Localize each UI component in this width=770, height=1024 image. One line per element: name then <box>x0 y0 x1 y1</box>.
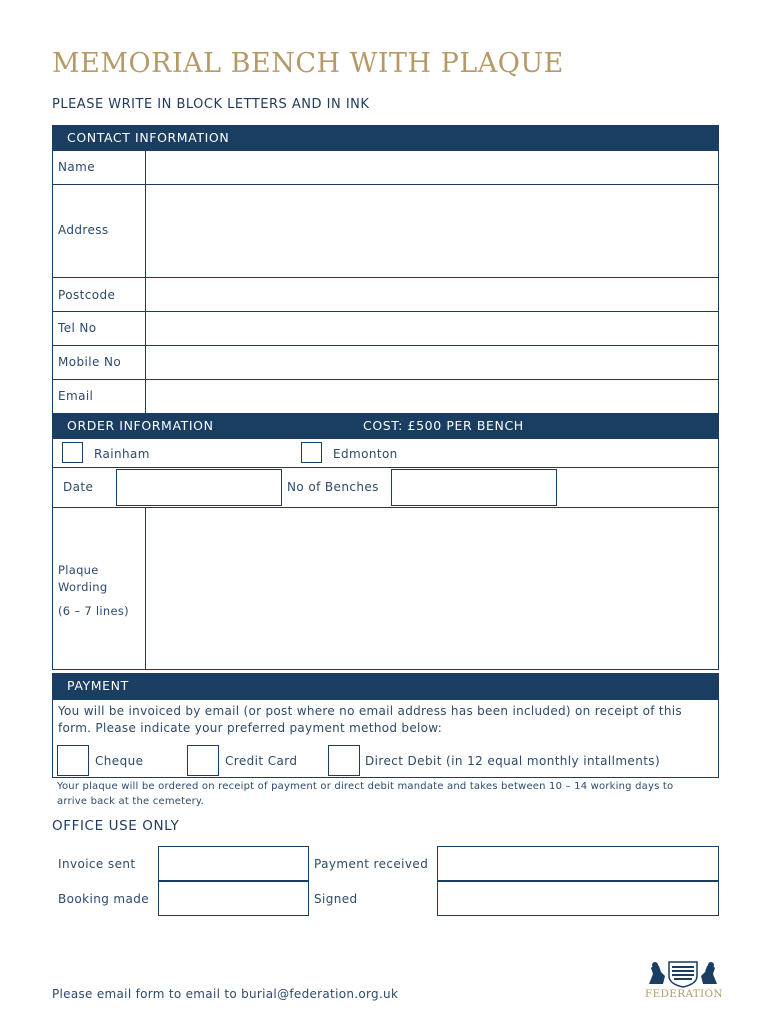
rainham-label: Rainham <box>94 447 150 461</box>
email-field[interactable] <box>146 380 718 413</box>
payment-section-title: PAYMENT <box>67 678 129 693</box>
payment-table-right-border <box>718 700 719 778</box>
rainham-checkbox[interactable] <box>62 442 83 463</box>
edmonton-label: Edmonton <box>333 447 398 461</box>
mobile-field[interactable] <box>146 346 718 379</box>
postcode-label: Postcode <box>58 288 116 302</box>
payment-section-header <box>52 673 719 700</box>
payment-table-bottom-border <box>52 777 719 778</box>
office-use-title: OFFICE USE ONLY <box>52 818 180 834</box>
order-table-bottom-border <box>52 669 719 670</box>
name-field[interactable] <box>146 152 718 184</box>
contact-section-title: CONTACT INFORMATION <box>67 130 230 145</box>
direct-debit-checkbox[interactable] <box>328 745 360 776</box>
invoice-sent-field[interactable] <box>158 846 309 881</box>
benches-field[interactable] <box>391 469 557 506</box>
cheque-checkbox[interactable] <box>57 745 89 776</box>
invoice-sent-label: Invoice sent <box>58 857 136 871</box>
tel-field[interactable] <box>146 312 718 345</box>
order-table-right-border <box>718 439 719 670</box>
direct-debit-label: Direct Debit (in 12 equal monthly intallments) <box>365 754 661 768</box>
federation-logo-text: FEDERATION <box>645 988 723 1000</box>
order-row-divider <box>52 467 719 468</box>
plaque-lines-hint: (6 – 7 lines) <box>58 604 129 618</box>
footer-email-instruction: Please email form to email to burial@federation.org.uk <box>52 987 399 1001</box>
contact-table-left-border <box>52 151 53 413</box>
payment-received-label: Payment received <box>314 857 429 871</box>
benches-label: No of Benches <box>287 480 379 494</box>
address-field[interactable] <box>146 185 718 277</box>
payment-note <box>57 779 717 809</box>
signed-label: Signed <box>314 892 358 906</box>
postcode-field[interactable] <box>146 278 718 311</box>
order-section-title: ORDER INFORMATION <box>67 418 214 433</box>
payment-received-field[interactable] <box>437 846 719 881</box>
tel-label: Tel No <box>58 321 97 335</box>
payment-intro: form. Please indicate your preferred payment method below: <box>58 721 443 735</box>
date-label: Date <box>63 480 94 494</box>
address-label: Address <box>58 223 109 237</box>
federation-logo <box>645 956 721 1004</box>
booking-made-field[interactable] <box>158 881 309 916</box>
credit-card-label: Credit Card <box>225 754 298 768</box>
signed-field[interactable] <box>437 881 719 916</box>
order-cost: COST: £500 PER BENCH <box>363 418 524 433</box>
credit-card-checkbox[interactable] <box>187 745 219 776</box>
payment-table-left-border <box>52 700 53 778</box>
contact-table-right-border <box>718 151 719 413</box>
payment-note-line: Your plaque will be ordered on receipt of payment or direct debit mandate and takes between 10 – 14 working days to <box>57 781 674 792</box>
plaque-label: Plaque <box>58 563 99 577</box>
contact-section-header <box>52 125 719 151</box>
plaque-label: Wording <box>58 580 108 594</box>
edmonton-checkbox[interactable] <box>301 442 322 463</box>
plaque-wording-field[interactable] <box>146 508 718 669</box>
page-title: MEMORIAL BENCH WITH PLAQUE <box>52 48 564 79</box>
page-subtitle: PLEASE WRITE IN BLOCK LETTERS AND IN INK <box>52 97 370 112</box>
federation-crest-icon <box>645 956 721 988</box>
order-section-header <box>52 413 719 439</box>
payment-note-line: arrive back at the cemetery. <box>57 796 204 807</box>
payment-intro: You will be invoiced by email (or post where no email address has been included) on receipt of this <box>58 704 682 718</box>
order-table-left-border <box>52 439 53 670</box>
booking-made-label: Booking made <box>58 892 150 906</box>
email-label: Email <box>58 389 94 403</box>
name-label: Name <box>58 160 96 174</box>
date-field[interactable] <box>116 469 282 506</box>
mobile-label: Mobile No <box>58 355 122 369</box>
cheque-label: Cheque <box>95 754 144 768</box>
